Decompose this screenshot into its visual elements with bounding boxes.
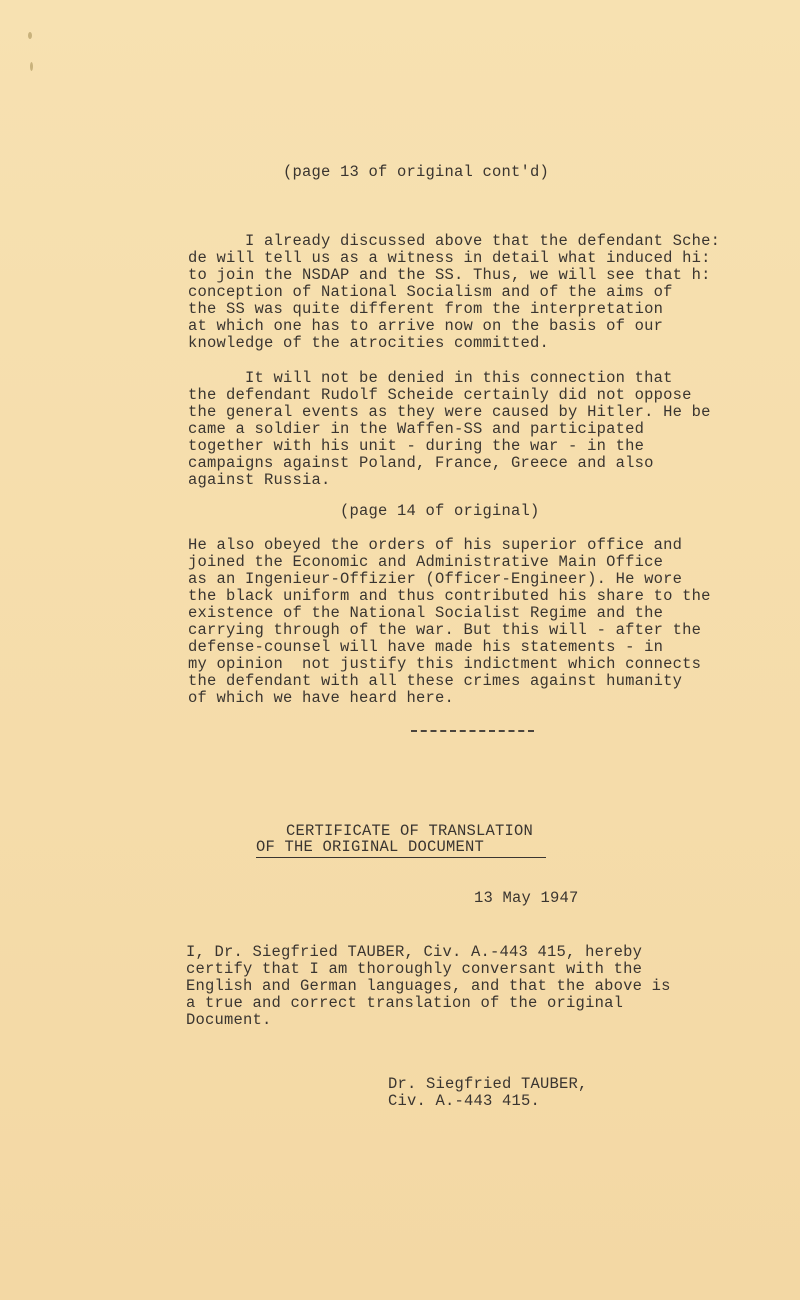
page-marker: (page 14 of original) [340,502,540,520]
text-line: at which one has to arrive now on the basis of our [188,317,664,335]
text-line: my opinion not justify this indictment which connects [188,655,702,673]
text-line: Document. [186,1011,272,1029]
text-line: of which we have heard here. [188,689,455,707]
text-line: the defendant Rudolf Scheide certainly did not oppose [188,386,692,404]
text-line: the SS was quite different from the interpretation [188,300,664,318]
text-line: the black uniform and thus contributed his share to the [188,587,711,605]
certificate-subtitle: OF THE ORIGINAL DOCUMENT [256,838,485,856]
text-line: as an Ingenieur-Offizier (Officer-Engineer). He wore [188,570,683,588]
text-line: campaigns against Poland, France, Greece and also [188,454,654,472]
text-line: He also obeyed the orders of his superior office and [188,536,683,554]
text-line: I, Dr. Siegfried TAUBER, Civ. A.-443 415, hereby [186,943,643,961]
paper-speck [28,32,32,39]
text-line: de will tell us as a witness in detail what induced hi: [188,249,711,267]
text-line: carrying through of the war. But this will - after the [188,621,702,639]
paper-speck [30,62,33,71]
text-line: a true and correct translation of the original [186,994,624,1012]
text-line: English and German languages, and that the above is [186,977,671,995]
text-line: the defendant with all these crimes against humanity [188,672,683,690]
text-line: against Russia. [188,471,331,489]
certificate-date: 13 May 1947 [474,889,579,907]
text-line: came a soldier in the Waffen-SS and participated [188,420,645,438]
text-line: It will not be denied in this connection that [188,369,673,387]
text-line: the general events as they were caused by Hitler. He be [188,403,711,421]
page-header: (page 13 of original cont'd) [283,163,550,181]
text-line: defense-counsel will have made his statements - in [188,638,664,656]
text-line: knowledge of the atrocities committed. [188,334,550,352]
text-line: conception of National Socialism and of the aims of [188,283,673,301]
text-line: certify that I am thoroughly conversant with the [186,960,643,978]
signature-name: Dr. Siegfried TAUBER, [388,1075,588,1093]
text-line: joined the Economic and Administrative Main Office [188,553,664,571]
certificate-title: CERTIFICATE OF TRANSLATION [286,822,534,840]
text-line: existence of the National Socialist Regime and the [188,604,664,622]
text-line: together with his unit - during the war - in the [188,437,645,455]
signature-id: Civ. A.-443 415. [388,1092,541,1110]
certificate-underline [256,857,546,858]
text-line: to join the NSDAP and the SS. Thus, we will see that h: [188,266,711,284]
text-line: I already discussed above that the defendant Sche: [188,232,721,250]
section-divider [411,730,534,732]
